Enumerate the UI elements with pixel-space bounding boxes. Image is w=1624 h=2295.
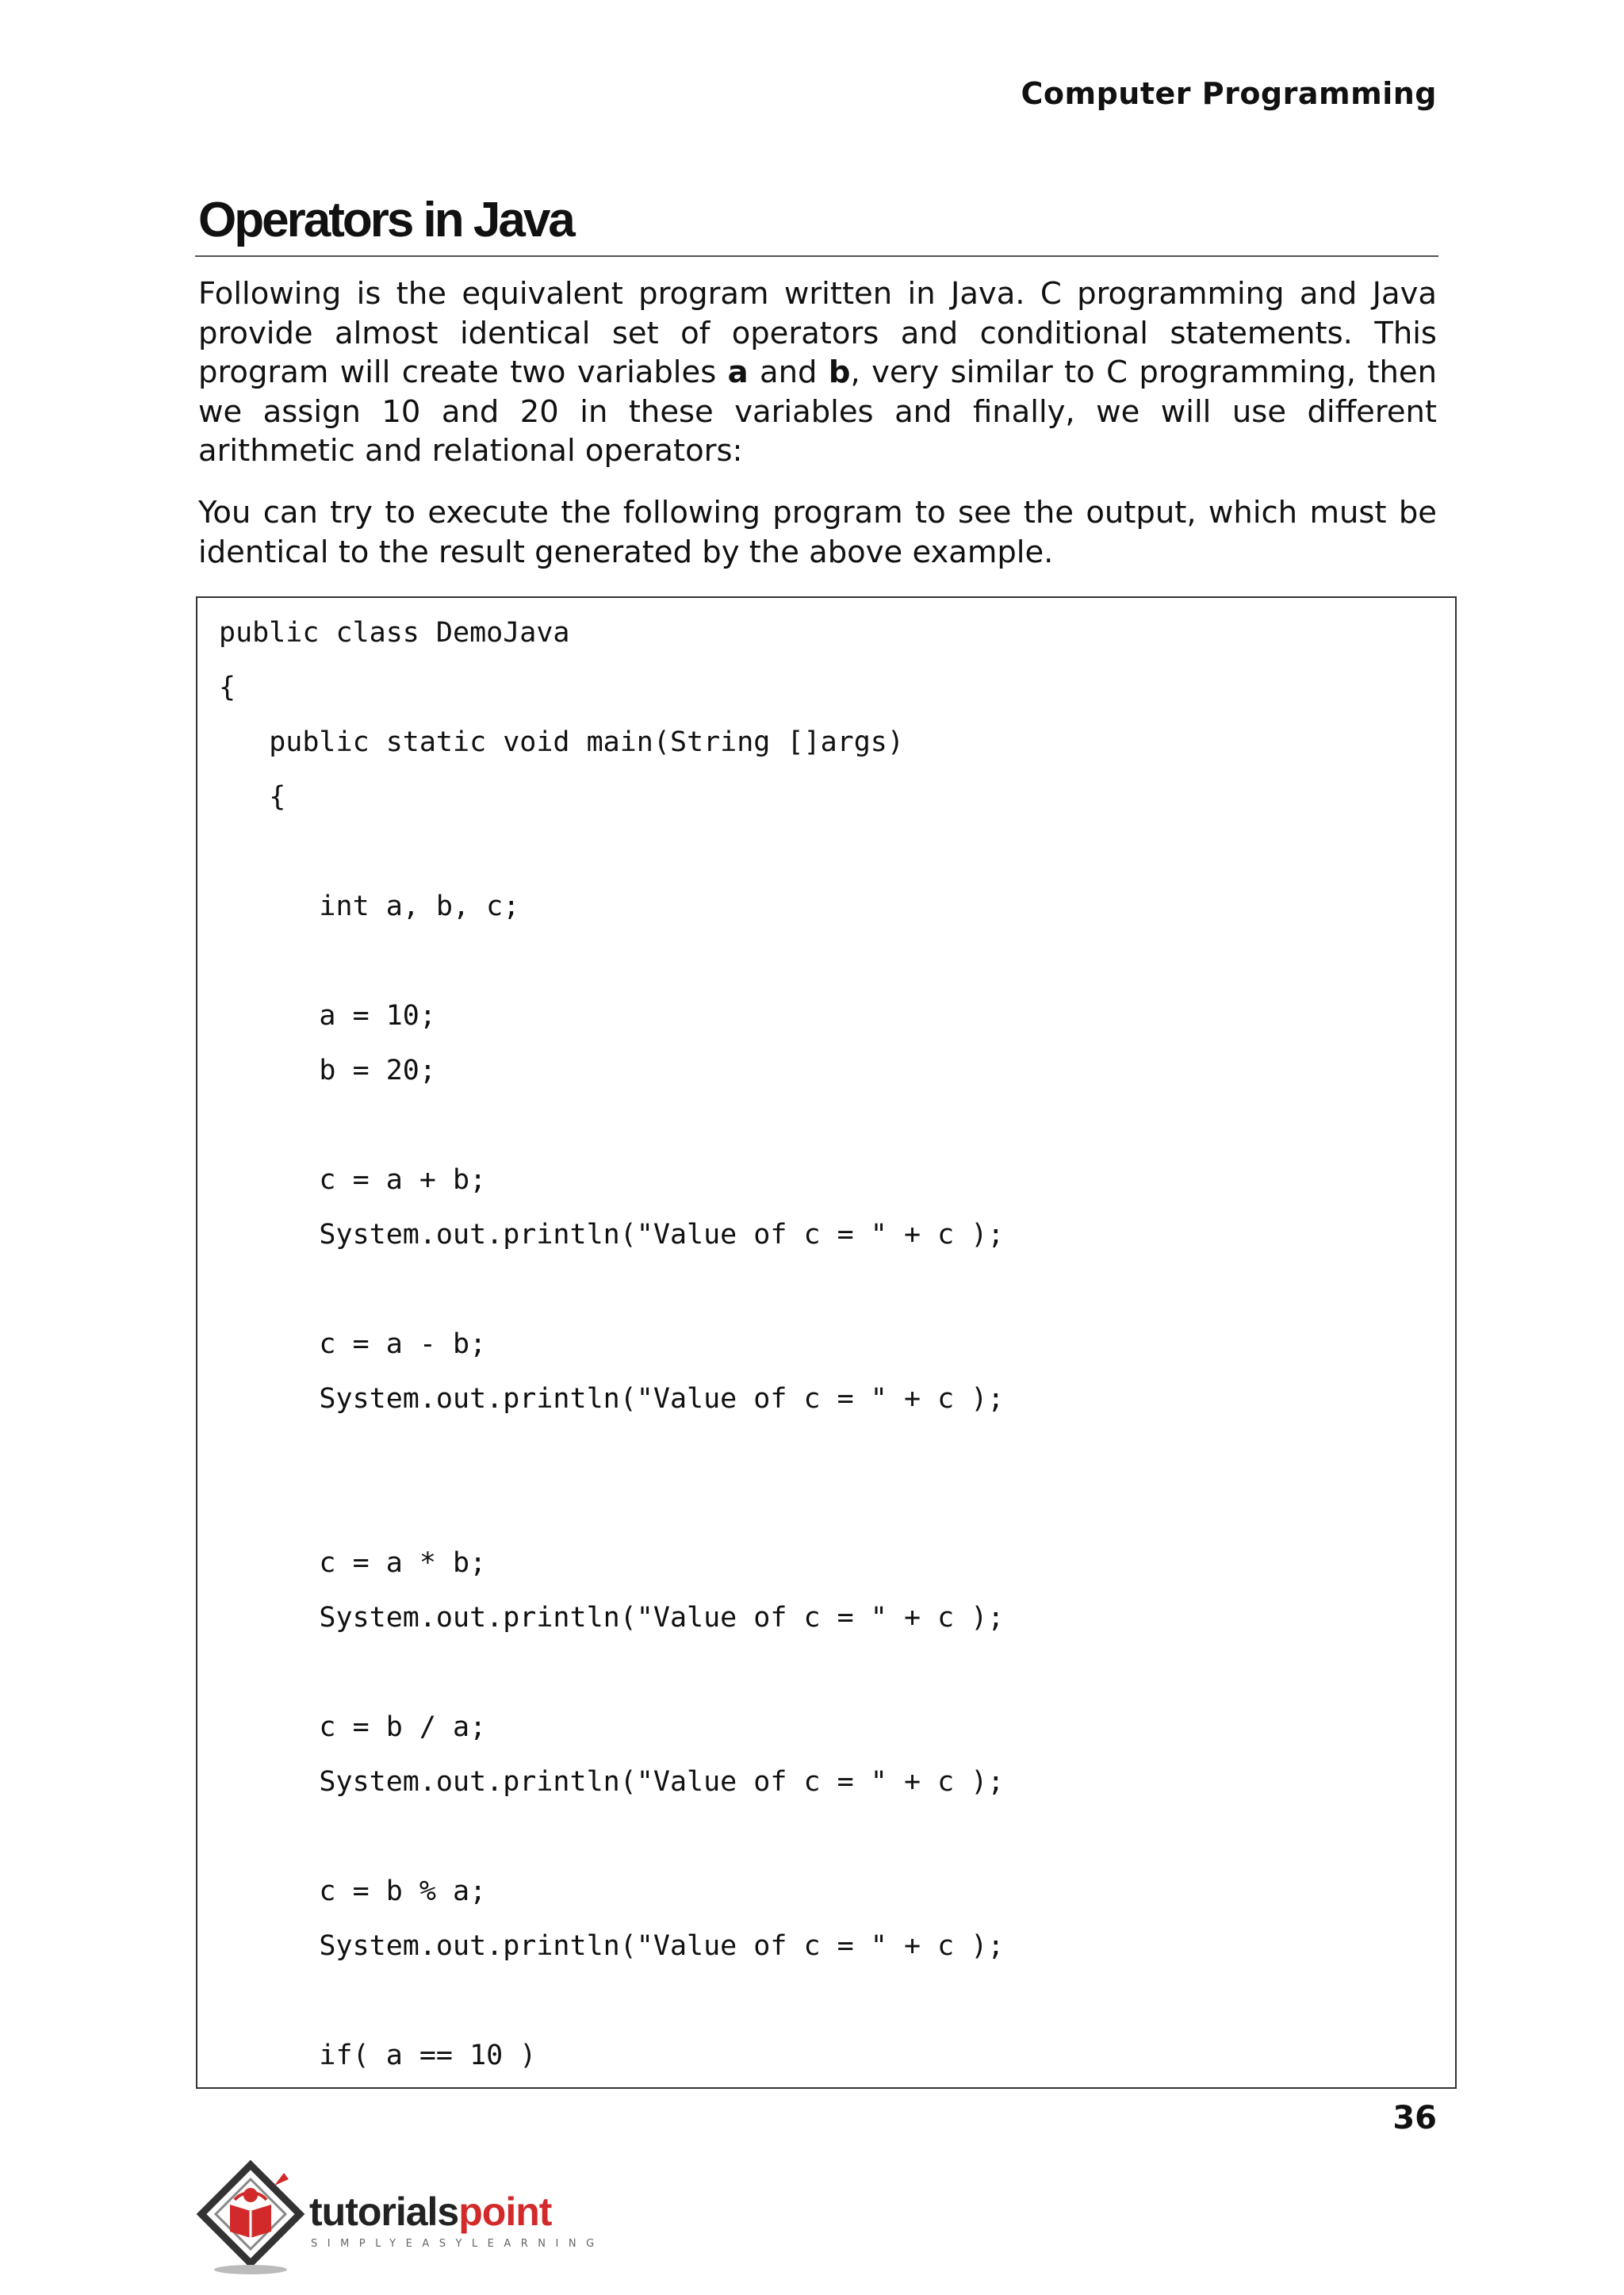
section-title: Operators in Java: [198, 193, 573, 247]
running-header: Computer Programming: [1021, 76, 1437, 111]
code-line: c = a + b;: [219, 1164, 487, 1196]
code-line: b = 20;: [219, 1055, 436, 1086]
logo-word-part1: tutorials: [309, 2190, 459, 2234]
logo-wordmark: [309, 2192, 551, 2232]
code-line: c = a * b;: [219, 1547, 487, 1579]
execute-paragraph: You can try to execute the following program to see the output, which must be identical to the result generated by the above example.: [198, 495, 1437, 570]
intro-text-2: and: [748, 354, 829, 390]
code-line: c = b / a;: [219, 1711, 487, 1743]
code-line: c = b % a;: [219, 1875, 487, 1907]
logo-word-part2: point: [458, 2190, 552, 2234]
code-line: {: [219, 781, 286, 813]
code-line: a = 10;: [219, 1000, 436, 1032]
code-line: int a, b, c;: [219, 891, 520, 922]
intro-text-3: , very similar to C programming, then we assign 10 and 20 in these variables and finally, we will use different arithmetic and relational operators:: [198, 354, 1437, 469]
tutorialspoint-logo-icon: [195, 2159, 306, 2278]
tutorialspoint-logo: [195, 2159, 604, 2278]
title-underline: [195, 255, 1438, 257]
code-line: System.out.println("Value of c = " + c );: [219, 1766, 1005, 1798]
variable-a-bold: a: [727, 354, 749, 390]
intro-paragraph: [198, 274, 1437, 471]
code-line: if( a == 10 ): [219, 2040, 537, 2071]
code-line: System.out.println("Value of c = " + c );: [219, 1930, 1005, 1962]
code-block: [196, 596, 1457, 2089]
code-line: System.out.println("Value of c = " + c );: [219, 1219, 1005, 1251]
code-line: c = a - b;: [219, 1328, 487, 1360]
variable-b-bold: b: [828, 354, 851, 390]
page-number: 36: [1392, 2100, 1437, 2136]
code-line: System.out.println("Value of c = " + c );: [219, 1383, 1005, 1415]
code-line: {: [219, 672, 236, 703]
code-line: System.out.println("Value of c = " + c );: [219, 1602, 1005, 1634]
code-line: public static void main(String []args): [219, 726, 904, 758]
logo-tagline: SIMPLYEASYLEARNING: [311, 2238, 604, 2250]
intro-text-1: Following is the equivalent program written in Java. C programming and Java provide almost identical set of operators and conditional statements. This program will create two variables: [198, 276, 1437, 390]
code-line: public class DemoJava: [219, 617, 570, 649]
